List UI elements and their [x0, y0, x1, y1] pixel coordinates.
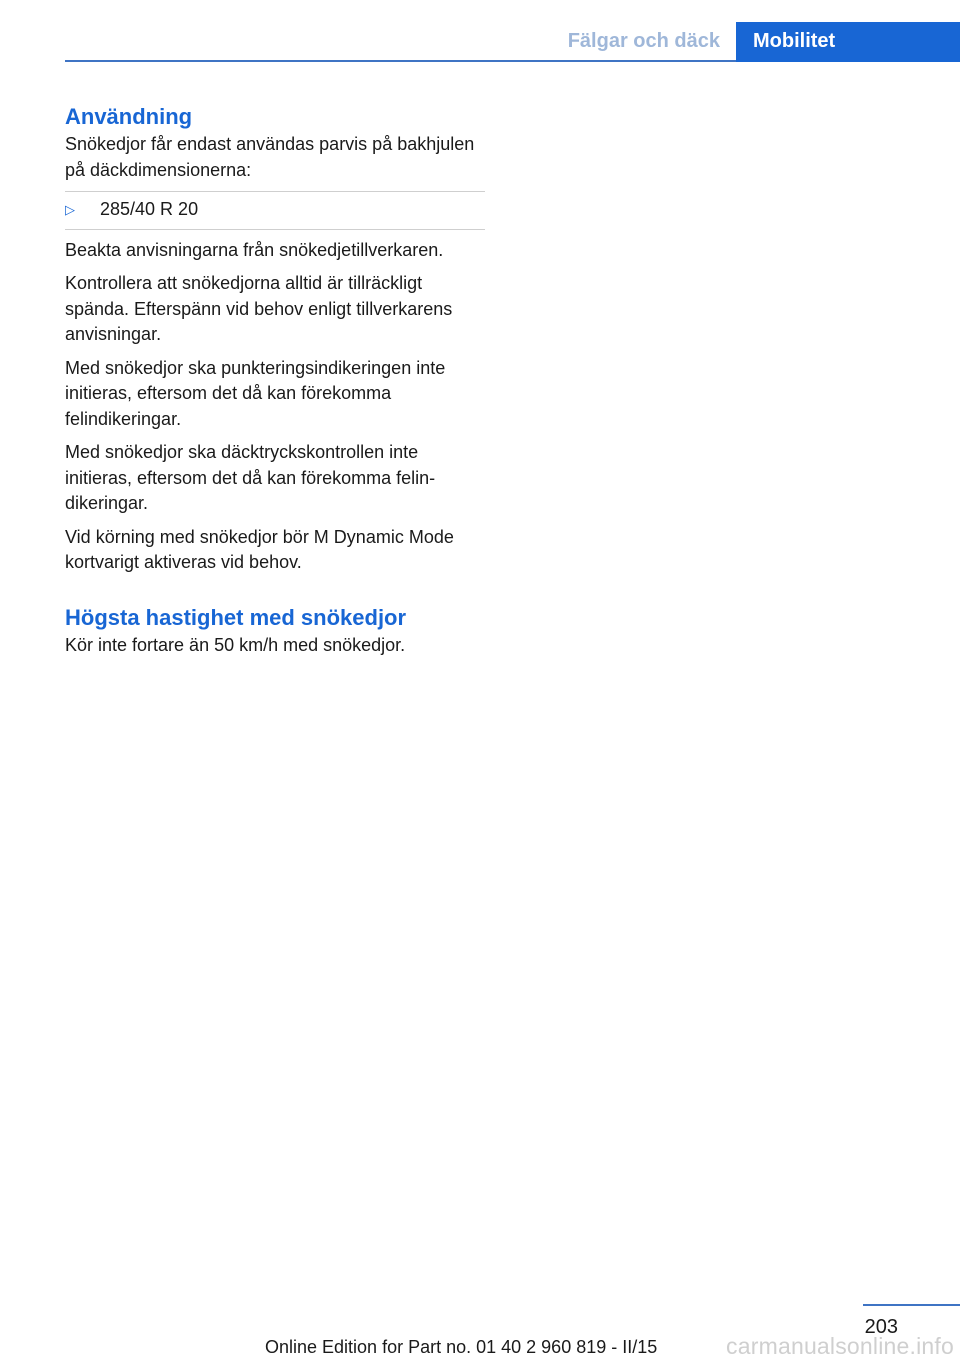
usage-intro: Snökedjor får endast användas parvis på bakhjulen på däckdimensionerna: — [65, 134, 475, 180]
edition-footer: Online Edition for Part no. 01 40 2 960 819 - II/15 — [265, 1337, 658, 1357]
footer-rule — [863, 1304, 960, 1306]
paragraph: Beakta anvisningarna från snökedjetillverkaren. — [65, 239, 444, 260]
triangle-bullet-icon: ▷ — [65, 202, 75, 217]
paragraph: Vid körning med snökedjor bör M Dynamic Mode kortvarigt aktiveras vid behov. — [65, 526, 454, 572]
max-speed-text: Kör inte fortare än 50 km/h med snökedjor. — [65, 634, 406, 655]
paragraph: Med snökedjor ska punkteringsindikeringen inte initieras, eftersom det då kan förekomma felindikeringar. — [65, 357, 446, 429]
page-number: 203 — [864, 1316, 898, 1338]
page-content — [65, 102, 485, 666]
list-item — [65, 191, 485, 230]
section-heading-usage: Användning — [65, 104, 193, 129]
paragraph: Med snökedjor ska däcktryckskontrollen inte initieras, eftersom det då kan förekomma felindikeringar. — [65, 442, 436, 513]
tire-dimension: 285/40 R 20 — [100, 199, 199, 219]
section-tab[interactable]: Fälgar och däck — [567, 30, 720, 52]
chapter-tab[interactable]: Mobilitet — [736, 22, 960, 62]
paragraph: Kontrollera att snökedjorna alltid är tillräckligt spända. Efterspänn vid behov enligt tillverkarens anvisningar. — [65, 273, 453, 344]
watermark: carmanualsonline.info — [726, 1333, 954, 1359]
section-heading-max-speed: Högsta hastighet med snökedjor — [65, 604, 407, 630]
